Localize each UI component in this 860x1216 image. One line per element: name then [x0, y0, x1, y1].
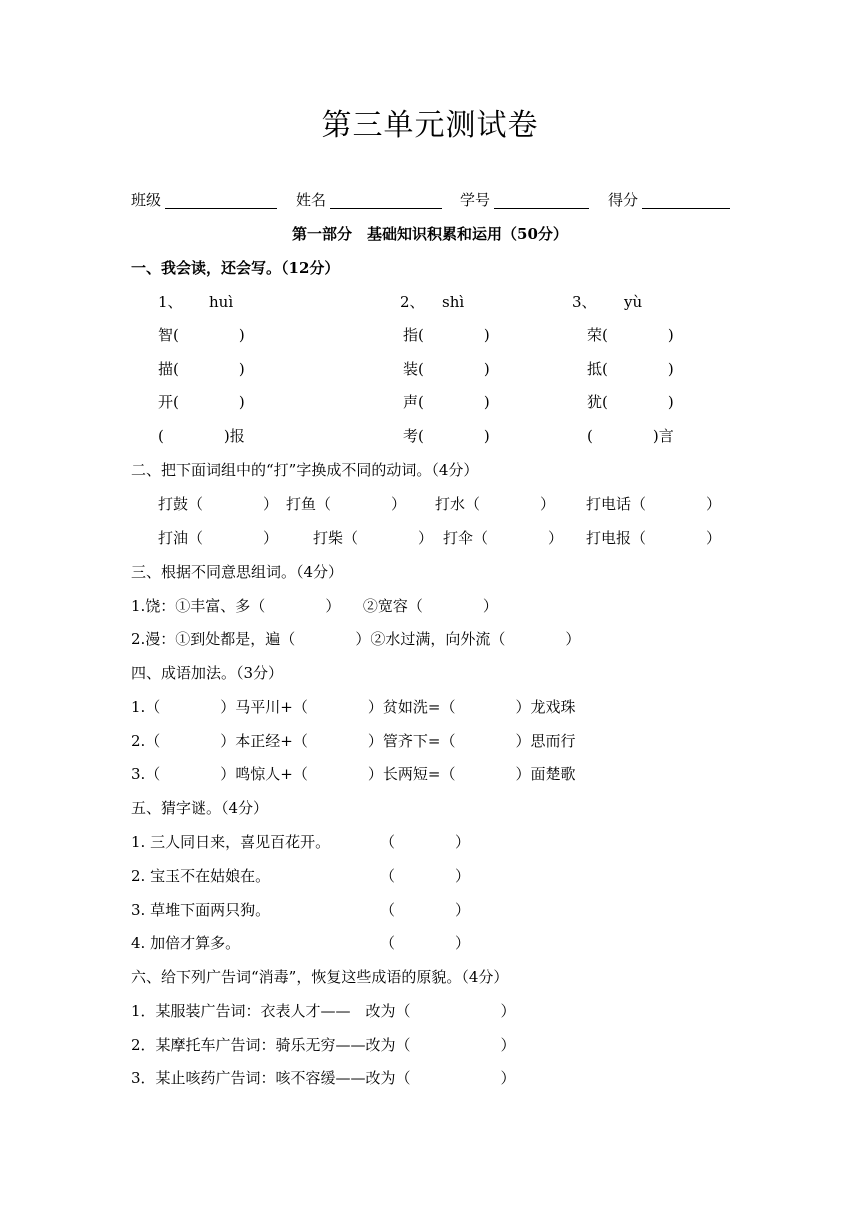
fill-item[interactable]: 声( ): [403, 393, 490, 411]
pinyin: shì: [442, 293, 465, 311]
fill-item[interactable]: 指( ): [403, 326, 490, 344]
name-field[interactable]: [330, 193, 442, 209]
class-label: 班级: [131, 191, 162, 209]
score-label: 得分: [608, 191, 639, 209]
question-line[interactable]: 2.漫：①到处都是，遍（ ）②水过满，向外流（ ）: [131, 630, 581, 648]
question-line[interactable]: 2.（ ）本正经+（ ）管齐下=（ ）思而行: [131, 732, 576, 750]
fill-item[interactable]: 荣( ): [587, 326, 674, 344]
question-line[interactable]: 2．某摩托车广告词：骑乐无穷——改为（ ）: [131, 1036, 516, 1054]
riddle-blank[interactable]: （ ）: [380, 867, 471, 885]
fill-item[interactable]: 打电话（ ）: [586, 495, 722, 513]
item-number: 3、: [572, 293, 597, 311]
name-label: 姓名: [296, 191, 327, 209]
section-5-heading: 五、猜字谜。（4分）: [131, 799, 269, 817]
fill-item[interactable]: 开( ): [158, 393, 245, 411]
class-field[interactable]: [165, 193, 277, 209]
fill-item[interactable]: 打水（ ）: [435, 495, 556, 513]
riddle-text: 2. 宝玉不在姑娘在。: [131, 867, 271, 885]
section-2-heading: 二、把下面词组中的“打”字换成不同的动词。（4分）: [131, 461, 479, 479]
pinyin: huì: [209, 293, 234, 311]
fill-item[interactable]: 打鱼（ ）: [286, 495, 407, 513]
fill-item[interactable]: 打伞（ ）: [443, 529, 564, 547]
fill-item[interactable]: 犹( ): [587, 393, 674, 411]
fill-item[interactable]: 智( ): [158, 326, 245, 344]
fill-item[interactable]: 考( ): [403, 427, 490, 445]
number-label: 学号: [460, 191, 491, 209]
fill-item[interactable]: ( )言: [587, 427, 674, 445]
question-line[interactable]: 1．某服装广告词：衣表人才—— 改为（ ）: [131, 1002, 516, 1020]
fill-item[interactable]: 打电报（ ）: [586, 529, 722, 547]
number-field[interactable]: [494, 193, 589, 209]
fill-item[interactable]: 打柴（ ）: [313, 529, 434, 547]
score-field[interactable]: [642, 193, 730, 209]
riddle-blank[interactable]: （ ）: [380, 833, 471, 851]
section-4-heading: 四、成语加法。（3分）: [131, 664, 284, 682]
section-3-heading: 三、根据不同意思组词。（4分）: [131, 563, 344, 581]
fill-item[interactable]: 打鼓（ ）: [158, 495, 279, 513]
pinyin: yù: [624, 293, 643, 311]
riddle-blank[interactable]: （ ）: [380, 901, 471, 919]
question-line[interactable]: 3．某止咳药广告词：咳不容缓——改为（ ）: [131, 1069, 516, 1087]
question-line[interactable]: 3.（ ）鸣惊人+（ ）长两短=（ ）面楚歌: [131, 765, 576, 783]
fill-item[interactable]: 装( ): [403, 360, 490, 378]
riddle-text: 3. 草堆下面两只狗。: [131, 901, 271, 919]
riddle-text: 1. 三人同日来，喜见百花开。: [131, 833, 331, 851]
riddle-blank[interactable]: （ ）: [380, 934, 471, 952]
riddle-text: 4. 加倍才算多。: [131, 934, 241, 952]
part-one-heading: 第一部分 基础知识积累和运用（50分）: [292, 225, 568, 243]
page-title: 第三单元测试卷: [321, 108, 539, 143]
section-6-heading: 六、给下列广告词“消毒”，恢复这些成语的原貌。（4分）: [131, 968, 509, 986]
fill-item[interactable]: 抵( ): [587, 360, 674, 378]
item-number: 1、: [158, 293, 183, 311]
fill-item[interactable]: 描( ): [158, 360, 245, 378]
item-number: 2、: [400, 293, 425, 311]
fill-item[interactable]: 打油（ ）: [158, 529, 279, 547]
section-1-heading: 一、我会读，还会写。（12分）: [131, 259, 340, 277]
question-line[interactable]: 1.（ ）马平川+（ ）贫如洗=（ ）龙戏珠: [131, 698, 576, 716]
fill-item[interactable]: ( )报: [158, 427, 245, 445]
question-line[interactable]: 1.饶：①丰富、多（ ） ②宽容（ ）: [131, 597, 498, 615]
